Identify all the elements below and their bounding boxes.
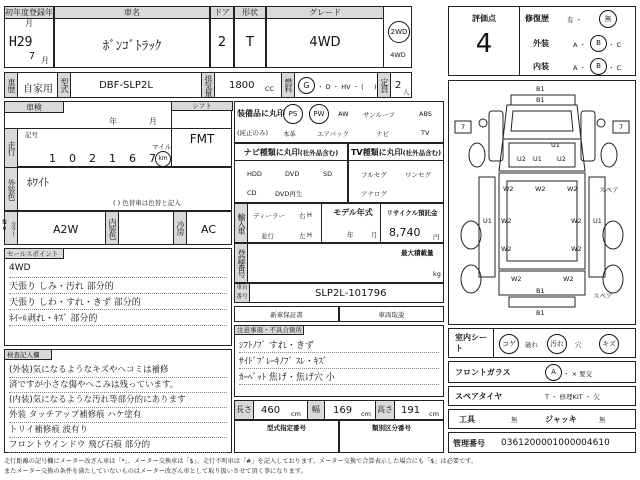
mileage-sub: 記号 — [25, 131, 38, 139]
month-label: 月 — [149, 117, 157, 126]
drive-4wd-option: 4WD — [390, 51, 406, 59]
shape-value: T — [246, 35, 254, 50]
registration-block — [234, 243, 444, 283]
registration-label: 登録番号 — [234, 243, 248, 283]
mileage-label: 走行 — [4, 128, 18, 168]
interior-color-label: 内装色 — [105, 211, 119, 245]
reg-month-unit: 月 — [41, 56, 49, 65]
reg-era: H29 — [9, 35, 33, 50]
degree-yes: 有 ・ — [567, 16, 583, 24]
import-left: 左 — [299, 232, 306, 240]
model-spec-label: 型式指定番号 — [267, 424, 306, 432]
import-dealer: ディーラー — [253, 212, 285, 220]
caution-line: ｶｰﾍﾟｯﾄ 焦げ・焦げ穴 小 — [239, 370, 439, 385]
windshield-label: フロントガラス — [455, 368, 511, 377]
dimensions-block — [234, 400, 444, 420]
dmg-label: B1 — [536, 309, 545, 317]
degree-circled: 無 — [599, 10, 617, 28]
dmg-label: W2 — [567, 185, 578, 193]
ext-c: ・ C — [608, 41, 622, 49]
equip-airbag: エアバック — [317, 130, 349, 138]
exterior-color-value: ﾎﾜｲﾄ — [27, 176, 49, 189]
dmg-label: B1 — [536, 96, 545, 104]
recycle-unit: 円 — [433, 233, 440, 241]
dmg-label: U1 — [551, 141, 560, 149]
tv-header: TV種類に丸印(社外品含む) — [350, 148, 442, 157]
dmg-label: B1 — [536, 85, 545, 93]
exterior-label: 外装色 — [4, 167, 18, 211]
int-a: A ・ — [573, 64, 587, 72]
import-left-hand: H — [307, 231, 312, 239]
nav-sd: SD — [323, 170, 333, 178]
type-label: 型式 — [57, 72, 71, 98]
door-value: 2 — [217, 35, 227, 50]
int-circled: B — [590, 58, 607, 75]
grade-value: 4WD — [309, 35, 341, 50]
spare-value: T ・ 修理KIT ・ 欠 — [545, 393, 600, 401]
door-cell — [210, 6, 234, 68]
footer-line-1: 走行距離の記号欄にメーター改ざん車は「*」、メーター交換車は「$」、走行不明車は「#」を記入しております。メーター交換で合算表示した場合にも「$」は必要です。 — [4, 458, 478, 465]
model-value: ﾎﾞﾝｺﾞﾄﾗｯｸ — [102, 39, 162, 54]
sales-line: 4WD — [9, 263, 227, 278]
nav-dvd-play: DVD再生 — [275, 190, 303, 198]
door-label: ドア — [211, 7, 233, 19]
damage-diagram — [448, 80, 636, 325]
mileage-digit: 1 — [49, 152, 56, 165]
windshield-block — [448, 361, 636, 383]
seat-scratch-circled: キズ — [599, 334, 619, 354]
dmg-label: スペア — [593, 292, 613, 300]
inspection-block — [4, 101, 232, 167]
import-parallel: 並行 — [261, 232, 274, 240]
dmg-label: B1 — [536, 287, 545, 295]
seat-hole: 穴 — [575, 341, 582, 349]
reg-year-cell — [4, 6, 54, 68]
equip-tv: TV — [421, 129, 430, 137]
exterior-block — [4, 167, 232, 211]
mgmt-value: 0361200001000004610 — [501, 438, 610, 448]
caution-line: ｼﾌﾄﾉﾌﾞ すれ・きず — [239, 338, 439, 353]
tv-fullseg: フルセグ — [361, 171, 387, 179]
import-right: 右 — [299, 212, 306, 220]
color-no-block — [1, 211, 232, 245]
mileage-digit: 0 — [69, 152, 76, 165]
use-value: 自家用 — [23, 84, 53, 95]
equip-ps-circled: PS — [283, 104, 303, 124]
tv-oneseg: ワンセグ — [405, 171, 431, 179]
reg-month: 7 — [29, 51, 36, 62]
dmg-label: スペア — [599, 186, 619, 194]
int-c: ・ C — [608, 64, 622, 72]
equip-pw-circled: PW — [309, 104, 329, 124]
ext-label: 外装 — [533, 39, 549, 48]
footer-line-2: またメーター交換の条件を満たしていないものはメーター改ざん車として取り扱いさせて頂く事になります。 — [4, 468, 307, 475]
nav-dvd: DVD — [285, 170, 300, 178]
import-label: 輸入車 — [234, 203, 248, 243]
max-load-label: 最大積載量 — [401, 249, 434, 257]
model-spec-block — [234, 420, 339, 453]
disp-value: 1800 — [229, 80, 255, 91]
dmg-label: W2 — [535, 185, 546, 193]
model-year-label: モデル年式 — [333, 208, 373, 217]
dmg-label: W2 — [501, 217, 512, 225]
score-label: 評価点 — [472, 14, 496, 23]
note-line: トリイ補修痕 波有り — [9, 423, 227, 438]
windshield-other: ・ × 要交 — [563, 370, 593, 378]
nav-cd: CD — [247, 189, 257, 197]
color-no-label: カラーNo. — [4, 211, 18, 245]
shift-label: シフト — [171, 101, 233, 111]
mileage-digit: 1 — [109, 152, 116, 165]
ext-a: A ・ — [573, 41, 587, 49]
score-value: 4 — [475, 29, 493, 59]
equipment-sub: (純正のみ) — [237, 129, 269, 137]
note-line: 済ですが小さな傷やへこみは残っています。 — [9, 378, 227, 393]
width-value: 169 — [333, 405, 353, 416]
year-label: 年 — [109, 117, 117, 126]
recycle-value: 8,740 — [389, 226, 421, 239]
dmg-label: U1 — [533, 155, 542, 163]
caution-line: ｻｲﾄﾞﾌﾞﾚｰｷﾉﾌﾞ ｽﾚ・ｷｽﾞ — [239, 354, 439, 369]
grade-label: グレード — [267, 7, 383, 19]
cap-value: 2 — [395, 80, 402, 91]
nav-hdd: HDD — [247, 170, 262, 178]
dmg-label: U1 — [593, 217, 602, 225]
chassis-block — [234, 283, 444, 303]
tools-label: 工具 — [459, 415, 475, 424]
int-label: 内装 — [533, 62, 549, 71]
tools-value: 無 — [511, 416, 518, 424]
recycle-block — [380, 203, 444, 243]
dmg-label: W2 — [571, 245, 582, 253]
grade-cell — [266, 6, 412, 68]
tv-block — [348, 143, 444, 203]
sales-points — [4, 248, 232, 346]
dmg-label: W2 — [503, 185, 514, 193]
fuel-label: 燃料 — [281, 72, 295, 98]
class-block — [339, 420, 444, 453]
equipment-header: 装備品に丸印 — [237, 109, 285, 118]
manual-label: 車両取説 — [378, 311, 405, 319]
equip-aw: AW — [338, 110, 349, 118]
note-line: フロントウインドウ 飛び石痕 部分的 — [9, 438, 227, 453]
recycle-label: リサイクル預託金 — [386, 209, 438, 217]
ac-label: 冷房 — [173, 211, 187, 245]
mgmt-label: 管理番号 — [453, 439, 485, 448]
tools-block — [448, 409, 636, 429]
equip-navi: ナビ — [376, 130, 389, 138]
dmg-label: U2 — [517, 155, 526, 163]
model-year-unit: 年 — [347, 231, 354, 239]
dmg-label: W2 — [501, 245, 512, 253]
inspector-notes — [4, 349, 232, 453]
length-unit: cm — [291, 410, 301, 418]
fuel-circled: G — [298, 77, 315, 94]
chassis-value: SLP2L-101796 — [315, 288, 387, 299]
shape-label: 形状 — [235, 7, 265, 19]
windshield-circled: A — [545, 364, 562, 381]
nav-block — [234, 143, 348, 203]
dmg-label: W2 — [511, 275, 522, 283]
fuel-options: ・ D ・ HV ・ ( ) — [317, 83, 377, 91]
max-load-unit: kg — [433, 270, 441, 278]
dmg-label: 7 — [619, 123, 624, 131]
cap-label: 定員 — [377, 72, 391, 98]
equipment-block — [234, 101, 444, 143]
shaken-label: 車検 — [4, 101, 64, 113]
sales-line: 天張り しみ・汚れ 部分的 — [9, 279, 227, 294]
ac-value: AC — [201, 223, 217, 236]
model-month-unit: 月 — [371, 231, 378, 239]
mgmt-block — [448, 432, 636, 453]
model-cell — [54, 6, 210, 68]
ext-circled: B — [590, 35, 607, 52]
seat-block — [448, 328, 636, 358]
equip-leather: 本革 — [283, 130, 296, 138]
disp-label: 排気量 — [201, 72, 215, 98]
width-label: 幅 — [307, 400, 325, 420]
tv-analog: アナログ — [361, 190, 387, 198]
shift-value: FMT — [189, 132, 215, 146]
spare-block — [448, 386, 636, 406]
note-line: (内装)気になるような汚れ等部分的にあります — [9, 393, 227, 408]
caution-block — [234, 325, 444, 397]
evaluation-block — [448, 6, 636, 76]
drive-2wd-circled: 2WD — [388, 21, 410, 43]
jack-value: 無 — [599, 416, 606, 424]
spare-label: スペアタイヤ — [455, 392, 503, 401]
manual-block — [339, 306, 444, 322]
width-unit: cm — [361, 410, 371, 418]
dmg-label: 7 — [461, 123, 466, 131]
disp-unit: CC — [265, 85, 275, 93]
mileage-digit: 6 — [129, 152, 136, 165]
dmg-label: W2 — [563, 275, 574, 283]
seat-burn-circled: コゲ — [499, 334, 519, 354]
reg-year-label: 初年度登録年月 — [5, 8, 53, 28]
chassis-label: 車台番号 — [234, 283, 250, 303]
sales-line: ﾈｲｰﾙ剥れ・ｷｽﾞ 部分的 — [9, 311, 227, 326]
seat-label: 室内シート — [455, 333, 487, 353]
notes-header: 検査記入欄 — [4, 349, 52, 360]
mileage-unit-mile: マイル — [152, 143, 172, 151]
model-label: 車名 — [55, 7, 209, 19]
sales-header: セールスポイント — [4, 248, 64, 259]
use-label: 車歴 — [4, 72, 18, 98]
seat-dirt-circled: 汚れ — [547, 334, 567, 354]
cap-unit: 人 — [403, 88, 410, 96]
color-no-value: A2W — [53, 223, 79, 236]
degree-label: 修復歴 — [525, 14, 549, 23]
equip-abs: ABS — [419, 110, 432, 118]
shape-cell — [234, 6, 266, 68]
height-unit: cm — [429, 410, 439, 418]
import-right-hand: H — [307, 211, 312, 219]
height-label: 高さ — [375, 400, 395, 420]
seat-tear: 破れ — [525, 341, 538, 349]
note-line: 外装 タッチアップ補修痕 ハケ塗有 — [9, 408, 227, 423]
mileage-digit: 7 — [149, 152, 156, 165]
row2 — [4, 72, 412, 98]
nav-header: ナビ種類に丸印(社外品含む) — [243, 148, 339, 157]
note-line: (外装)気になるようなキズやヘコミは補修 — [9, 363, 227, 378]
caution-header: 注意事項・不具合箇所 — [234, 325, 304, 335]
length-label: 長さ — [234, 400, 254, 420]
dmg-label: W2 — [571, 217, 582, 225]
class-label: 類別区分番号 — [372, 424, 411, 432]
warranty-block — [234, 306, 339, 322]
type-value: DBF-SLP2L — [99, 80, 153, 91]
height-value: 191 — [401, 405, 421, 416]
exterior-note: ( ) 色替車は色替と記入 — [113, 199, 181, 207]
length-value: 460 — [261, 405, 281, 416]
jack-label: ジャッキ — [545, 415, 577, 424]
mileage-unit-km-circled: km — [155, 151, 171, 167]
warranty-label: 新車保証書 — [270, 311, 303, 319]
sales-line: 天張り しわ・すれ・きず 部分的 — [9, 295, 227, 310]
mileage-digit: 2 — [89, 152, 96, 165]
dmg-label: U2 — [557, 155, 566, 163]
dmg-label: U1 — [483, 217, 492, 225]
equip-sunroof: サンルーフ — [363, 111, 395, 119]
